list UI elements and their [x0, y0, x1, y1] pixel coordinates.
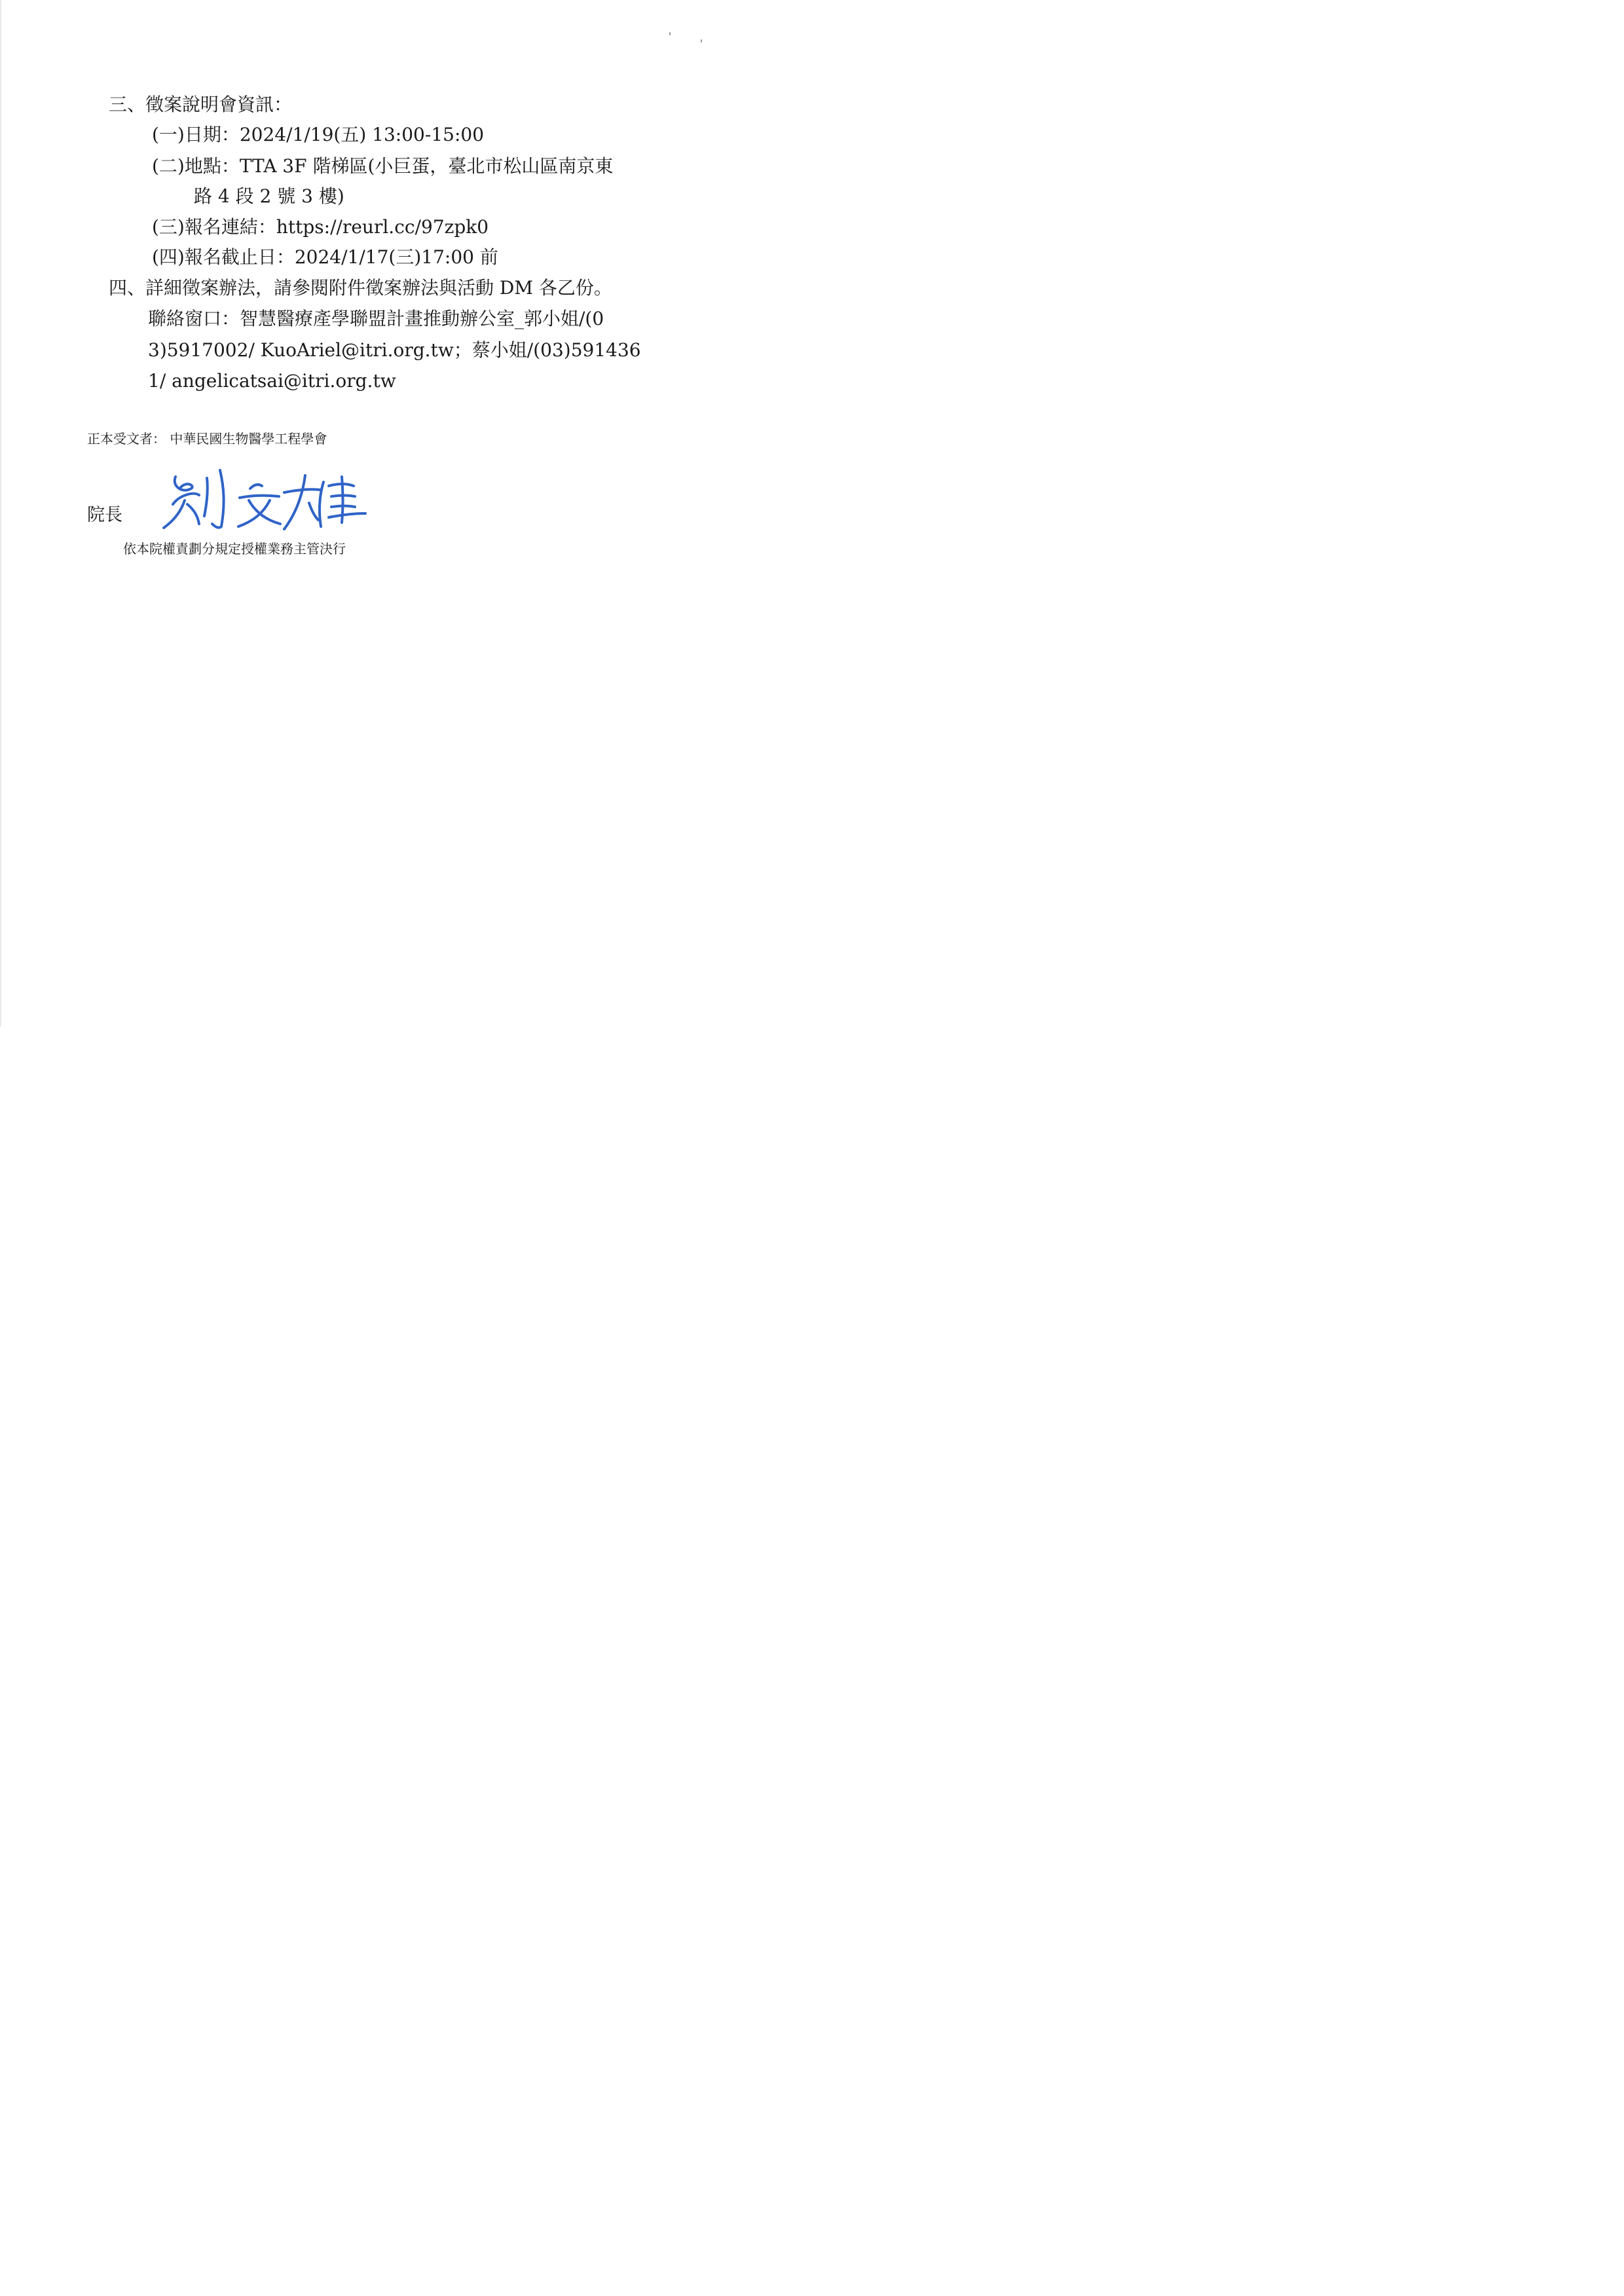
- scan-speck: [701, 39, 702, 43]
- contact-line: 聯絡窗口：智慧醫療產學聯盟計畫推動辦公室_郭小姐/(0: [148, 308, 604, 329]
- recipient-line: 正本受文者： 中華民國生物醫學工程學會: [87, 431, 327, 447]
- handwritten-signature: [157, 464, 373, 536]
- scan-edge: [0, 0, 1, 1027]
- contact-line: 3)5917002/ KuoAriel@itri.org.tw；蔡小姐/(03)591436: [148, 339, 641, 361]
- item-date: (一)日期：2024/1/19(五) 13:00-15:00: [152, 124, 485, 145]
- item-location-continued: 路 4 段 2 號 3 樓): [194, 185, 344, 207]
- contact-line: 1/ angelicatsai@itri.org.tw: [148, 370, 396, 392]
- item-location: (二)地點：TTA 3F 階梯區(小巨蛋，臺北市松山區南京東: [152, 155, 614, 177]
- signatory-title: 院長: [87, 505, 122, 525]
- item-registration-link: (三)報名連結：https://reurl.cc/97zpk0: [152, 216, 489, 238]
- section-3-heading: 三、徵案說明會資訊：: [109, 94, 293, 115]
- scan-speck: [669, 32, 671, 35]
- item-registration-deadline: (四)報名截止日：2024/1/17(三)17:00 前: [152, 246, 498, 268]
- section-4-heading: 四、詳細徵案辦法，請參閱附件徵案辦法與活動 DM 各乙份。: [109, 277, 612, 299]
- delegation-note: 依本院權責劃分規定授權業務主管決行: [123, 541, 346, 557]
